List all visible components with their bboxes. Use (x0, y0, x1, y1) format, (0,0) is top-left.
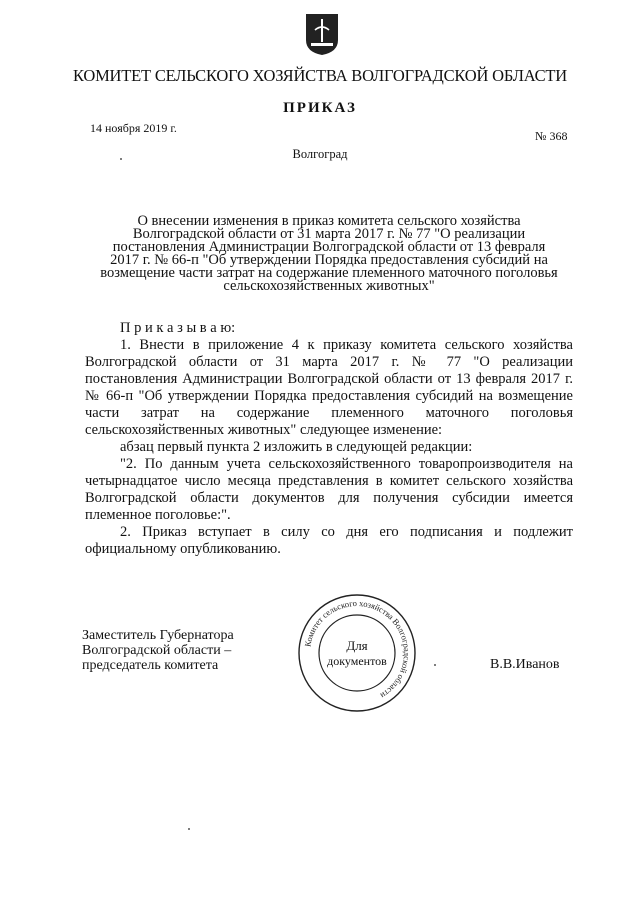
signer-position-line: Заместитель Губернатора (82, 628, 234, 643)
order-word: П р и к а з ы в а ю: (120, 320, 236, 336)
signer-position-line: Волгоградской области – (82, 643, 232, 658)
stamp-ring-text: Комитет сельского хозяйства Волгоградской области (302, 597, 413, 701)
order-subject (88, 215, 570, 293)
order-body (85, 320, 573, 558)
paragraph-4: 2. Приказ вступает в силу со дня его подписания и подлежит официальному опубликованию. (85, 524, 573, 557)
scan-speck (434, 664, 436, 666)
coat-of-arms-icon (304, 12, 340, 56)
stamp-center-line1: Для (346, 638, 368, 653)
paragraph-3: "2. По данным учета сельскохозяйственного товаропроизводителя на четырнадцатое число месяца представления в комитет сельского хозяйства Волгоградской области документов для получения субсидии имеется племенное поголовье:". (85, 456, 573, 523)
scan-speck (188, 828, 190, 830)
signer-name: В.В.Иванов (490, 657, 560, 672)
scan-speck (120, 158, 122, 160)
subject-line: сельскохозяйственных животных" (223, 278, 435, 294)
official-stamp (296, 592, 418, 714)
stamp-center-line2: документов (327, 654, 387, 668)
signer-position-line: председатель комитета (82, 658, 219, 673)
subject-line: О внесении изменения в приказ комитета сельского хозяйства (137, 213, 521, 229)
document-type: ПРИКАЗ (283, 100, 357, 116)
subject-line: постановления Администрации Волгоградской области от 13 февраля (112, 239, 546, 255)
city: Волгоград (292, 147, 348, 161)
paragraph-1: 1. Внести в приложение 4 к приказу комитета сельского хозяйства Волгоградской области от 31 марта 2017 г. № 77 "О реализации постановления Администрации Волгоградской области от 13 февраля 2017 г. № 66-п "Об утверждении Порядка предоставления субсидий на возмещение части затрат на содержание племенного маточного поголовья сельскохозяйственных животных" следующее изменение: (85, 337, 573, 438)
subject-line: 2017 г. № 66-п "Об утверждении Порядка предоставления субсидий на (110, 252, 548, 268)
subject-line: Волгоградской области от 31 марта 2017 г. № 77 "О реализации (132, 226, 526, 242)
paragraph-2: абзац первый пункта 2 изложить в следующей редакции: (120, 439, 473, 455)
subject-line: возмещение части затрат на содержание племенного маточного поголовья (100, 265, 558, 281)
committee-title: КОМИТЕТ СЕЛЬСКОГО ХОЗЯЙСТВА ВОЛГОГРАДСКОЙ ОБЛАСТИ (72, 66, 568, 85)
order-date: 14 ноября 2019 г. (90, 121, 177, 135)
order-number: № 368 (535, 129, 568, 143)
signer-position (82, 628, 234, 673)
